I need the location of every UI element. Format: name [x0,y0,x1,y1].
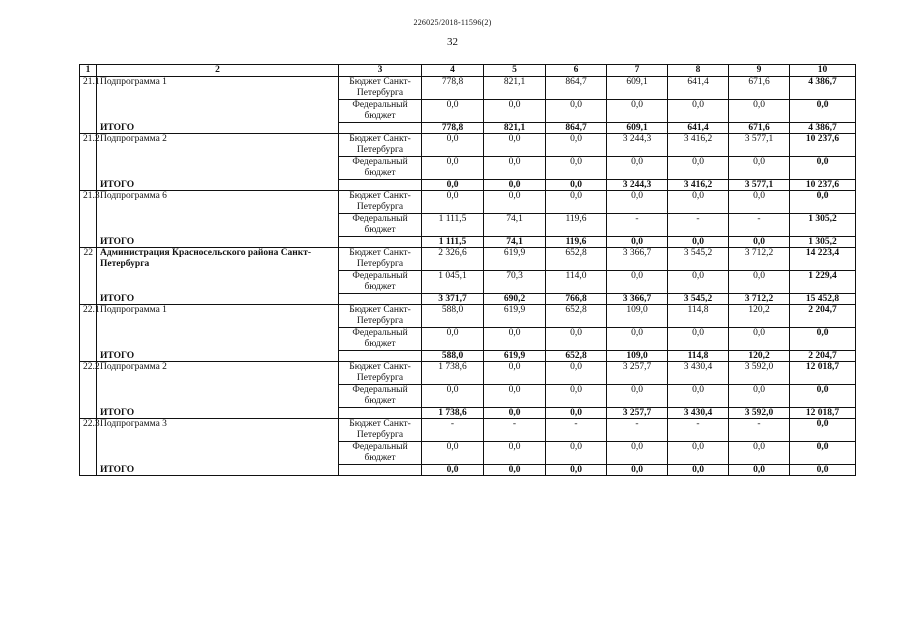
funding-source: Бюджет Санкт-Петербурга [339,419,422,442]
total-row [80,123,856,134]
value-cell: - [422,419,484,442]
total-value-cell: 3 430,4 [668,408,729,419]
document-id: 226025/2018-11596(2) [413,18,492,27]
funding-source: Федеральный бюджет [339,214,422,237]
column-header: 7 [607,65,668,77]
row-name: Подпрограмма 6 [97,191,339,214]
value-cell: 114,8 [668,305,729,328]
funding-source: Бюджет Санкт-Петербурга [339,134,422,157]
value-cell: 641,4 [668,77,729,100]
table-row [80,248,856,271]
value-cell: 12 018,7 [790,362,856,385]
row-index: 22.1 [80,305,97,328]
value-cell: 0,0 [729,157,790,180]
value-cell: - [607,214,668,237]
row-name: Администрация Красносельского района Санкт-Петербурга [97,248,339,271]
value-cell: 0,0 [484,442,546,465]
row-index-empty [80,328,97,351]
total-row [80,180,856,191]
row-name-empty [97,271,339,294]
value-cell: 0,0 [607,191,668,214]
value-cell: 0,0 [729,328,790,351]
funding-source-empty [339,180,422,191]
value-cell: 864,7 [546,77,607,100]
funding-source-empty [339,294,422,305]
funding-source-empty [339,351,422,362]
value-cell: 652,8 [546,248,607,271]
row-name: Подпрограмма 2 [97,134,339,157]
row-index-empty [80,442,97,465]
value-cell: 74,1 [484,214,546,237]
total-value-cell: 1 738,6 [422,408,484,419]
row-name-empty [97,214,339,237]
value-cell: 619,9 [484,305,546,328]
total-value-cell: 0,0 [607,237,668,248]
total-value-cell: 641,4 [668,123,729,134]
value-cell: 0,0 [668,385,729,408]
row-name-empty [97,385,339,408]
row-index: 21.2 [80,134,97,157]
total-value-cell: 0,0 [484,408,546,419]
row-name-empty [97,100,339,123]
value-cell: - [729,419,790,442]
value-cell: 0,0 [546,134,607,157]
total-value-cell: 1 305,2 [790,237,856,248]
table-row [80,100,856,123]
row-index-empty [80,271,97,294]
total-value-cell: 3 712,2 [729,294,790,305]
value-cell: 3 545,2 [668,248,729,271]
funding-source: Бюджет Санкт-Петербурга [339,362,422,385]
row-name-empty [97,328,339,351]
table-row [80,214,856,237]
total-value-cell: 2 204,7 [790,351,856,362]
total-value-cell: 0,0 [729,237,790,248]
value-cell: - [668,419,729,442]
value-cell: 0,0 [546,191,607,214]
value-cell: 0,0 [484,362,546,385]
total-value-cell: 3 244,3 [607,180,668,191]
value-cell: 0,0 [546,328,607,351]
row-index-empty [80,157,97,180]
total-row [80,237,856,248]
funding-source-empty [339,408,422,419]
total-value-cell: 0,0 [668,465,729,476]
value-cell: 3 257,7 [607,362,668,385]
value-cell: 0,0 [790,191,856,214]
total-value-cell: 0,0 [484,465,546,476]
funding-source-empty [339,123,422,134]
total-value-cell: 821,1 [484,123,546,134]
value-cell: 0,0 [484,385,546,408]
row-index-empty [80,100,97,123]
row-name-empty [97,442,339,465]
value-cell: 3 366,7 [607,248,668,271]
total-value-cell: 120,2 [729,351,790,362]
total-row [80,408,856,419]
value-cell: 3 244,3 [607,134,668,157]
total-value-cell: 12 018,7 [790,408,856,419]
page-number: 32 [447,36,458,48]
total-value-cell: 0,0 [790,465,856,476]
value-cell: 0,0 [729,191,790,214]
total-value-cell: 74,1 [484,237,546,248]
value-cell: 3 430,4 [668,362,729,385]
funding-source: Федеральный бюджет [339,442,422,465]
total-value-cell: 1 111,5 [422,237,484,248]
total-value-cell: 3 371,7 [422,294,484,305]
value-cell: 0,0 [607,328,668,351]
table-row [80,157,856,180]
total-label: ИТОГО [97,351,339,362]
value-cell: 0,0 [422,134,484,157]
column-header: 8 [668,65,729,77]
value-cell: 0,0 [668,271,729,294]
row-index-empty [80,123,97,134]
funding-source: Федеральный бюджет [339,100,422,123]
total-value-cell: 778,8 [422,123,484,134]
value-cell: 0,0 [790,157,856,180]
funding-source: Федеральный бюджет [339,328,422,351]
value-cell: 1 045,1 [422,271,484,294]
total-value-cell: 0,0 [546,180,607,191]
total-row [80,294,856,305]
table-row [80,362,856,385]
total-value-cell: 588,0 [422,351,484,362]
value-cell: 0,0 [422,100,484,123]
value-cell: 652,8 [546,305,607,328]
row-index-empty [80,237,97,248]
value-cell: 10 237,6 [790,134,856,157]
funding-source: Федеральный бюджет [339,157,422,180]
value-cell: 0,0 [422,328,484,351]
value-cell: 0,0 [484,100,546,123]
row-name: Подпрограмма 1 [97,77,339,100]
row-index: 22.3 [80,419,97,442]
value-cell: 109,0 [607,305,668,328]
total-value-cell: 3 366,7 [607,294,668,305]
value-cell: 619,9 [484,248,546,271]
column-header: 10 [790,65,856,77]
value-cell: 0,0 [607,442,668,465]
table-row [80,442,856,465]
total-value-cell: 114,8 [668,351,729,362]
total-value-cell: 0,0 [668,237,729,248]
value-cell: 0,0 [484,191,546,214]
value-cell: 0,0 [484,328,546,351]
table-row [80,134,856,157]
total-value-cell: 864,7 [546,123,607,134]
funding-source: Федеральный бюджет [339,271,422,294]
row-index: 22.2 [80,362,97,385]
value-cell: 0,0 [546,362,607,385]
value-cell: 671,6 [729,77,790,100]
total-value-cell: 15 452,8 [790,294,856,305]
column-header: 1 [80,65,97,77]
value-cell: 0,0 [607,385,668,408]
value-cell: 0,0 [668,442,729,465]
value-cell: 3 592,0 [729,362,790,385]
value-cell: 3 416,2 [668,134,729,157]
value-cell: 0,0 [607,157,668,180]
funding-source: Бюджет Санкт-Петербурга [339,305,422,328]
total-value-cell: 671,6 [729,123,790,134]
value-cell: 0,0 [422,157,484,180]
total-value-cell: 10 237,6 [790,180,856,191]
row-name: Подпрограмма 3 [97,419,339,442]
total-value-cell: 3 545,2 [668,294,729,305]
value-cell: 0,0 [484,134,546,157]
total-label: ИТОГО [97,180,339,191]
table-row [80,271,856,294]
total-row [80,465,856,476]
row-index: 22 [80,248,97,271]
table-row [80,305,856,328]
total-label: ИТОГО [97,465,339,476]
total-value-cell: 619,9 [484,351,546,362]
value-cell: 2 326,6 [422,248,484,271]
value-cell: 588,0 [422,305,484,328]
column-header: 3 [339,65,422,77]
value-cell: 0,0 [668,328,729,351]
value-cell: 1 305,2 [790,214,856,237]
value-cell: 119,6 [546,214,607,237]
value-cell: 0,0 [729,271,790,294]
column-header: 5 [484,65,546,77]
value-cell: 14 223,4 [790,248,856,271]
value-cell: 0,0 [546,442,607,465]
header-row [80,65,856,77]
total-label: ИТОГО [97,123,339,134]
total-label: ИТОГО [97,294,339,305]
total-value-cell: 0,0 [729,465,790,476]
total-value-cell: 0,0 [546,408,607,419]
value-cell: 821,1 [484,77,546,100]
total-value-cell: 3 577,1 [729,180,790,191]
total-value-cell: 0,0 [607,465,668,476]
total-value-cell: 119,6 [546,237,607,248]
value-cell: 0,0 [790,328,856,351]
funding-source: Бюджет Санкт-Петербурга [339,248,422,271]
row-index-empty [80,465,97,476]
value-cell: 778,8 [422,77,484,100]
value-cell: 0,0 [790,442,856,465]
value-cell: 0,0 [546,100,607,123]
total-label: ИТОГО [97,408,339,419]
total-value-cell: 3 257,7 [607,408,668,419]
value-cell: - [607,419,668,442]
value-cell: 0,0 [422,385,484,408]
row-name-empty [97,157,339,180]
funding-source: Бюджет Санкт-Петербурга [339,77,422,100]
funding-source-empty [339,465,422,476]
table-row [80,77,856,100]
row-index-empty [80,351,97,362]
value-cell: 0,0 [790,100,856,123]
value-cell: 0,0 [607,271,668,294]
value-cell: 70,3 [484,271,546,294]
value-cell: 2 204,7 [790,305,856,328]
total-value-cell: 109,0 [607,351,668,362]
total-value-cell: 766,8 [546,294,607,305]
total-value-cell: 3 416,2 [668,180,729,191]
value-cell: 114,0 [546,271,607,294]
total-value-cell: 0,0 [546,465,607,476]
table-row [80,191,856,214]
total-value-cell: 652,8 [546,351,607,362]
value-cell: 0,0 [546,385,607,408]
table-body [80,65,856,476]
total-value-cell: 0,0 [422,465,484,476]
value-cell: 4 386,7 [790,77,856,100]
column-header: 6 [546,65,607,77]
table-row [80,385,856,408]
value-cell: 0,0 [422,442,484,465]
value-cell: 0,0 [422,191,484,214]
value-cell: 3 712,2 [729,248,790,271]
value-cell: 1 111,5 [422,214,484,237]
total-label: ИТОГО [97,237,339,248]
row-name: Подпрограмма 1 [97,305,339,328]
row-index-empty [80,408,97,419]
value-cell: 0,0 [668,191,729,214]
funding-source: Федеральный бюджет [339,385,422,408]
budget-table [79,64,856,476]
value-cell: 120,2 [729,305,790,328]
row-index-empty [80,385,97,408]
total-value-cell: 0,0 [484,180,546,191]
funding-source: Бюджет Санкт-Петербурга [339,191,422,214]
total-value-cell: 0,0 [422,180,484,191]
value-cell: 1 229,4 [790,271,856,294]
value-cell: 0,0 [790,385,856,408]
row-index: 21.3 [80,191,97,214]
row-index-empty [80,180,97,191]
value-cell: 0,0 [729,385,790,408]
value-cell: - [729,214,790,237]
total-value-cell: 3 592,0 [729,408,790,419]
value-cell: 0,0 [729,442,790,465]
column-header: 2 [97,65,339,77]
total-value-cell: 4 386,7 [790,123,856,134]
row-index: 21.1 [80,77,97,100]
row-name: Подпрограмма 2 [97,362,339,385]
table-row [80,419,856,442]
value-cell: 0,0 [668,157,729,180]
table-row [80,328,856,351]
value-cell: - [546,419,607,442]
total-value-cell: 690,2 [484,294,546,305]
value-cell: - [484,419,546,442]
value-cell: - [668,214,729,237]
total-row [80,351,856,362]
column-header: 9 [729,65,790,77]
value-cell: 3 577,1 [729,134,790,157]
row-index-empty [80,214,97,237]
value-cell: 0,0 [484,157,546,180]
value-cell: 0,0 [546,157,607,180]
value-cell: 0,0 [790,419,856,442]
value-cell: 609,1 [607,77,668,100]
column-header: 4 [422,65,484,77]
value-cell: 0,0 [729,100,790,123]
total-value-cell: 609,1 [607,123,668,134]
row-index-empty [80,294,97,305]
funding-source-empty [339,237,422,248]
value-cell: 0,0 [607,100,668,123]
value-cell: 0,0 [668,100,729,123]
value-cell: 1 738,6 [422,362,484,385]
